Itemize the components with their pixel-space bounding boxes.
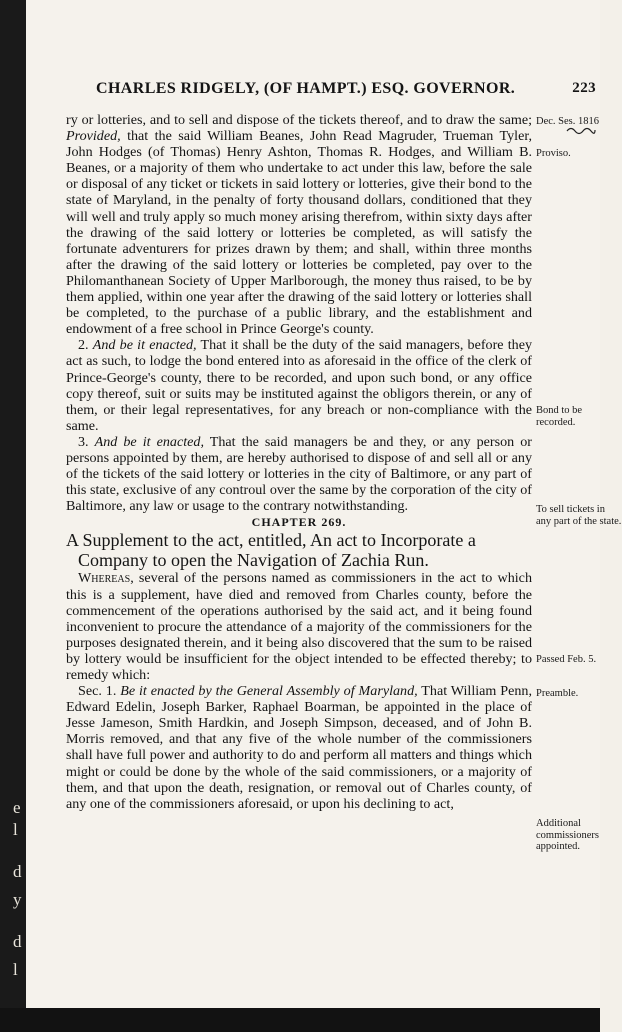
para1-rest: that the said William Beanes, John Read Magruder, Trueman Tyler, John Hodges (of Thomas) Henry Ashton, Thomas R. Hodges, and William B. Beanes, or a majority of them who undertake to act under this law, before the sale or disposal of any ticket or tickets in said lottery or lotteries, give their bond to the state of Maryland, in the penalty of forty thousand dollars, conditioned that they will well and truly apply so much money arising therefrom, within sixty days after the drawing of the said lottery or lotteries be completed, as will satisfy the fortunate adventurers for prizes drawn by them; and shall, within three months after the drawing of the said lottery or lotteries be completed, pay over to the Philomanthanean Society of Upper Marlborough, the money thus raised, to be by them applied, within one year after the drawing of the said lottery or lotteries shall be completed, to the purchase of a public library, and the establishment and endowment of a free school in Prince George's county. <box>66 128 532 338</box>
sec1-number: Sec. 1. <box>78 683 121 700</box>
squiggle-mark-icon <box>566 126 596 136</box>
margin-note-bond: Bond to be recorded. <box>536 405 583 428</box>
act-title-line2: Company to open the Navigation of Zachia Run. <box>78 550 429 571</box>
para3-rest: That the said managers be and they, or any person or persons appointed by them, are hereby authorised to dispose of and sell all or any of the tickets of the said lottery or lotteries in the city of Baltimore, or any part of this state, exclusive of any controul over the same by the corporation of the city of Baltimore, any law or usage to the contrary notwithstanding. <box>66 433 532 515</box>
gutter-letter: l <box>13 960 18 979</box>
preamble-paragraph <box>66 570 532 683</box>
para1-lead: ry or lotteries, and to sell and dispose of the tickets thereof, and to draw the same; <box>66 112 532 128</box>
paragraph-1 <box>66 112 532 337</box>
gutter-letter: d <box>13 862 22 881</box>
margin-note-commissioners: Additional commissioners appointed. <box>536 818 599 852</box>
para3-number: 3. <box>78 433 95 450</box>
chapter-heading: CHAPTER 269. <box>251 515 347 530</box>
body-text <box>66 112 532 812</box>
whereas-rest: several of the persons named as commissioners in the act to which this is a supplement, have died and removed from Charles county, before the commencement of the operations authorised by the said act, and it being found inconvenient to procure the attendance of a majority of the commissioners for the purposes designated therein, and it being also discovered that the sum to be raised by lottery would be insufficient for the object intended to be effected thereby; to remedy which: <box>66 570 532 683</box>
margin-note-session: Dec. Ses. 1816 <box>536 116 599 127</box>
act-title <box>66 530 532 570</box>
gutter-letter: l <box>13 820 18 839</box>
running-title: CHARLES RIDGELY, (OF HAMPT.) ESQ. GOVERNOR. <box>96 80 516 97</box>
margin-note-preamble: Preamble. <box>536 688 579 699</box>
scan-bottom-edge <box>0 1008 600 1032</box>
para2-number: 2. <box>78 337 93 354</box>
whereas-word: Whereas, <box>78 570 134 587</box>
margin-note-sell-tickets: To sell tickets in any part of the state. <box>536 504 622 527</box>
paragraph-2 <box>66 337 532 434</box>
act-title-line1: A Supplement to the act, entitled, An act to Incorporate a <box>66 530 476 551</box>
para3-enacting-clause: And be it enacted, <box>94 433 204 450</box>
sec1-enacting-clause: Be it enacted by the General Assembly of Maryland, <box>120 683 418 700</box>
paragraph-3 <box>66 434 532 514</box>
sec1-rest: That William Penn, Edward Edelin, Joseph Barker, Raphael Boarman, be appointed in the place of Jesse Jameson, Smith Hardkin, and Joseph Simpson, deceased, and of John B. Morris removed, and that any five of the whole number of the commissioners shall have full power and authority to do and perform all matters and things which might or could be done by the whole of the said commissioners, or a majority of them, and that upon the death, resignation, or removal out of Charles county, of any one of the commissioners aforesaid, or upon his declining to act, <box>66 683 532 812</box>
section-1-paragraph <box>66 683 532 812</box>
para2-enacting-clause: And be it enacted, <box>92 337 197 354</box>
gutter-letter: y <box>13 890 22 909</box>
gutter-letter: e <box>13 798 21 817</box>
document-page <box>26 0 622 1008</box>
margin-note-proviso: Proviso. <box>536 148 571 159</box>
running-header <box>96 80 596 98</box>
binding-gutter <box>0 0 26 1032</box>
provided-word: Provided, <box>66 128 121 145</box>
margin-note-passed: Passed Feb. 5. <box>536 654 597 665</box>
page-number: 223 <box>572 80 596 96</box>
gutter-letter: d <box>13 932 22 951</box>
para2-rest: That it shall be the duty of the said managers, before they act as such, to lodge the bond entered into as aforesaid in the office of the clerk of Prince-George's county, there to be recorded, and upon such bond, or any office copy thereof, suit or suits may be instituted against the obligors therein, or any of them, or their legal representatives, for any breach or non-compliance with the same. <box>66 337 532 434</box>
